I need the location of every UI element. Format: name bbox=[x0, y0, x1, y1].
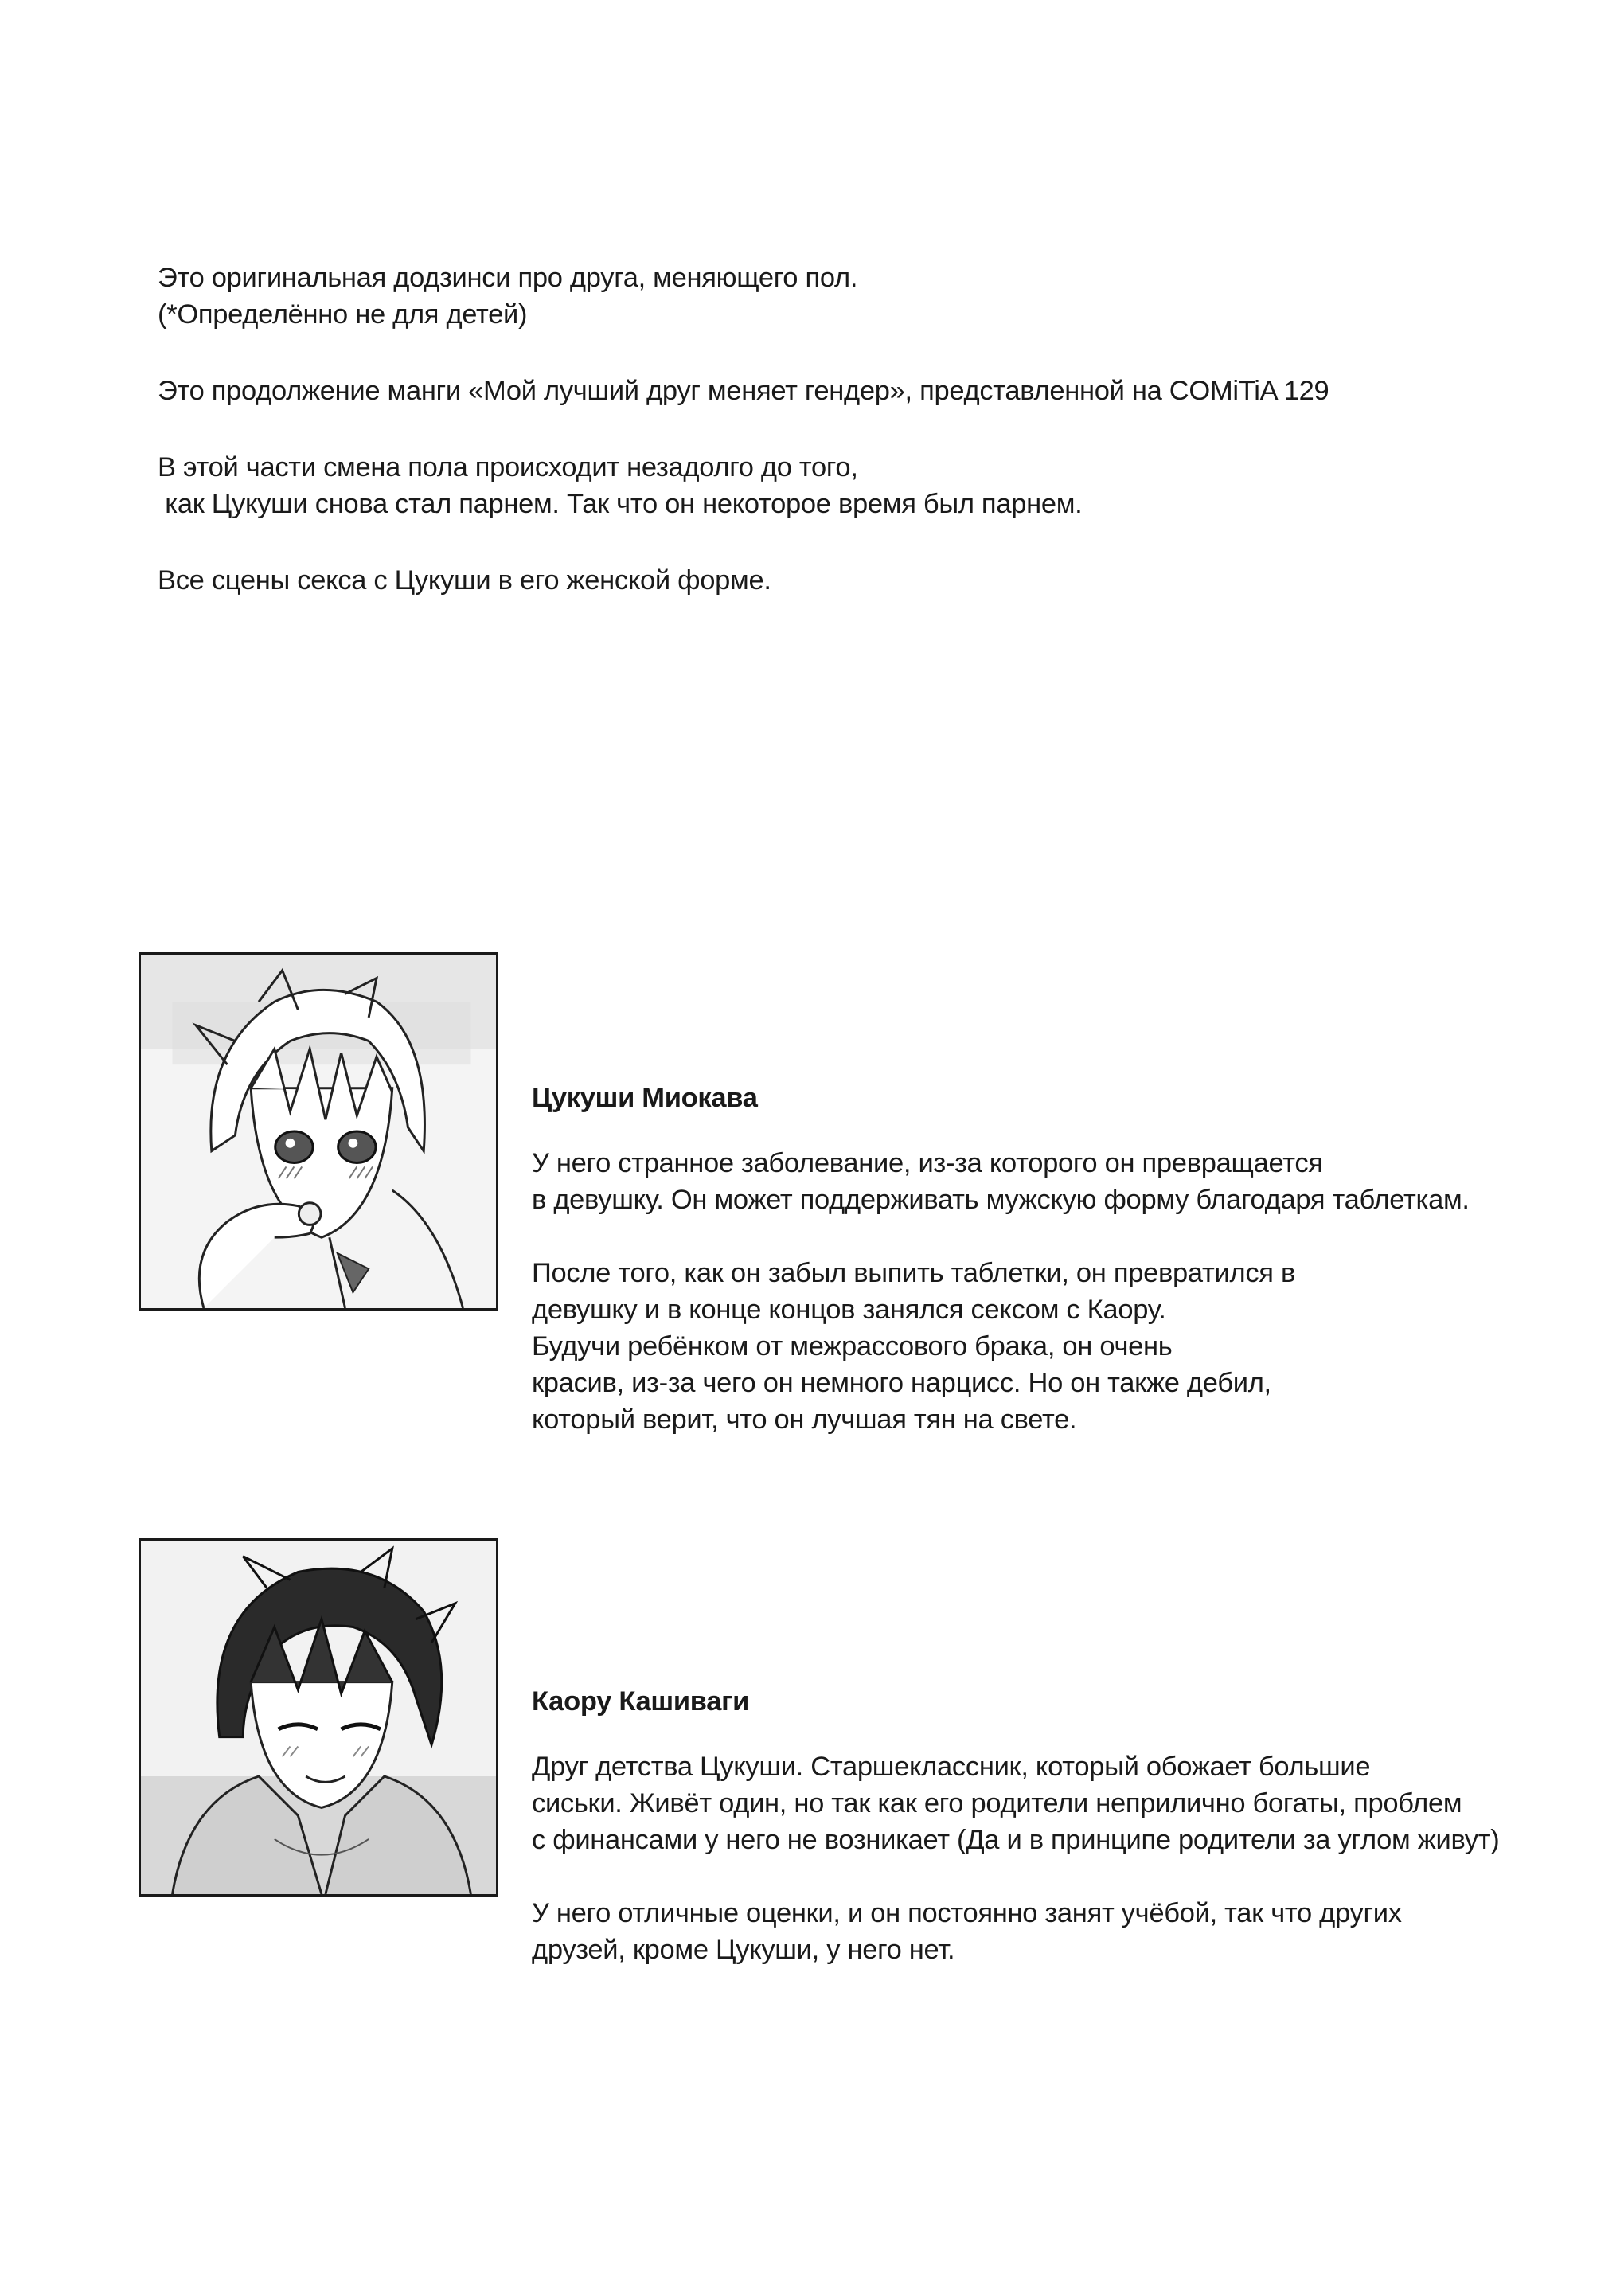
description-line: красив, из-за чего он немного нарцисс. Но он также дебил, bbox=[532, 1368, 1271, 1398]
description-line: сиськи. Живёт один, но так как его родители неприлично богаты, проблем bbox=[532, 1788, 1462, 1818]
intro-paragraph-2 bbox=[158, 373, 1511, 409]
character-description bbox=[532, 1255, 1583, 1438]
character-info-kaoru bbox=[532, 1683, 1583, 2005]
character-description bbox=[532, 1748, 1583, 1858]
portrait-illustration bbox=[141, 1541, 496, 1894]
character-description bbox=[532, 1895, 1583, 1968]
character-portrait-kaoru bbox=[139, 1538, 498, 1897]
character-description bbox=[532, 1145, 1583, 1218]
portrait-illustration bbox=[141, 955, 496, 1308]
intro-paragraph-3 bbox=[158, 449, 1511, 522]
description-line: Друг детства Цукуши. Старшеклассник, который обожает большие bbox=[532, 1752, 1371, 1782]
description-line: в девушку. Он может поддерживать мужскую форму благодаря таблеткам. bbox=[532, 1185, 1470, 1215]
intro-paragraph-4 bbox=[158, 562, 1511, 599]
description-line: У него отличные оценки, и он постоянно занят учёбой, так что других bbox=[532, 1898, 1402, 1928]
intro-line: (*Определённо не для детей) bbox=[158, 299, 528, 330]
intro-line: как Цукуши снова стал парнем. Так что он некоторое время был парнем. bbox=[158, 489, 1083, 519]
character-name: Цукуши Миокава bbox=[532, 1083, 758, 1113]
description-line: Будучи ребёнком от межрассового брака, он очень bbox=[532, 1331, 1173, 1361]
description-line: У него странное заболевание, из-за которого он превращается bbox=[532, 1148, 1323, 1178]
intro-line: Все сцены секса с Цукуши в его женской форме. bbox=[158, 565, 771, 596]
description-line: девушку и в конце концов занялся сексом с Каору. bbox=[532, 1295, 1166, 1325]
character-info-tsukushi bbox=[532, 1080, 1583, 1475]
intro-line: Это оригинальная додзинси про друга, меняющего пол. bbox=[158, 263, 858, 293]
intro-line: Это продолжение манги «Мой лучший друг меняет гендер», представленной на COMiTiA 129 bbox=[158, 376, 1329, 406]
description-line: друзей, кроме Цукуши, у него нет. bbox=[532, 1935, 955, 1965]
description-line: После того, как он забыл выпить таблетки, он превратился в bbox=[532, 1258, 1295, 1288]
intro-text bbox=[158, 260, 1511, 639]
description-line: с финансами у него не возникает (Да и в принципе родители за углом живут) bbox=[532, 1825, 1500, 1855]
intro-paragraph-1 bbox=[158, 260, 1511, 333]
character-name: Каору Кашиваги bbox=[532, 1686, 750, 1717]
intro-line: В этой части смена пола происходит незадолго до того, bbox=[158, 452, 858, 482]
description-line: который верит, что он лучшая тян на свете. bbox=[532, 1404, 1077, 1435]
character-portrait-tsukushi bbox=[139, 952, 498, 1311]
